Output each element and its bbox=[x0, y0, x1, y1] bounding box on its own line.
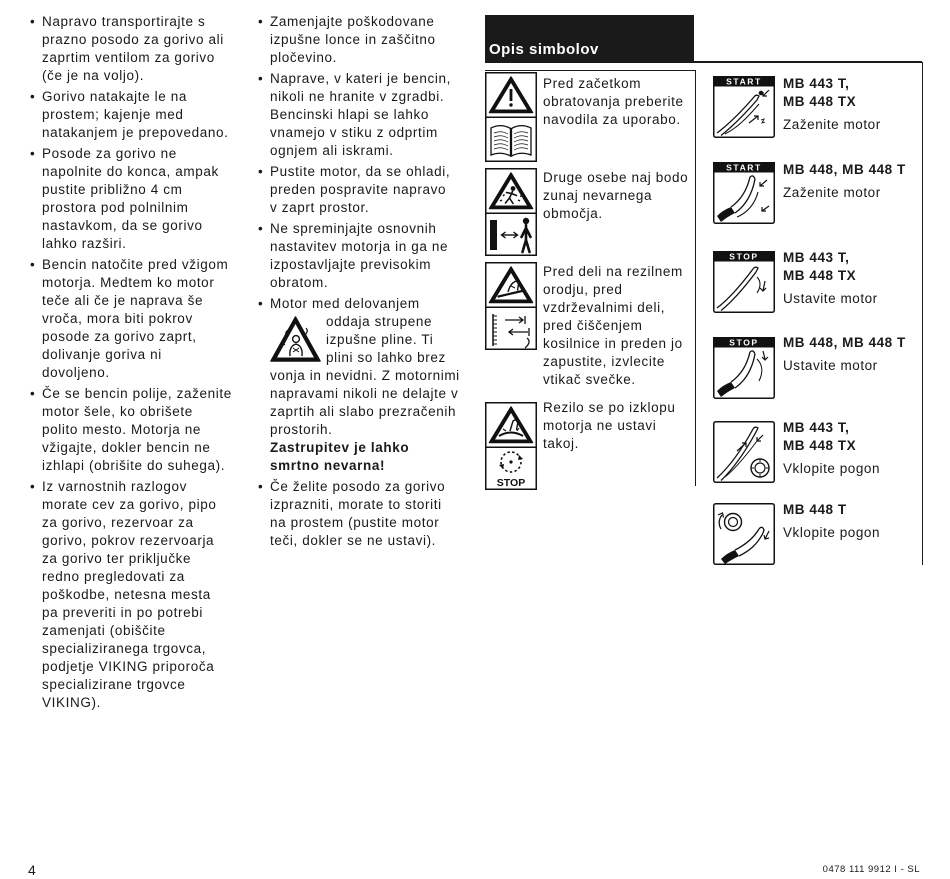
control-action: Vklopite pogon bbox=[783, 461, 881, 476]
list-item: • Naprave, v kateri je bencin, nikoli ne hranite v zgradbi. Bencinski hlapi se lahko vnamejo v stiku z odprtim ognjem ali iskrami. bbox=[258, 70, 470, 160]
safety-table-right-rule bbox=[695, 70, 696, 486]
list-item: • Če se bencin polije, zaženite motor šele, ko obrišete polito mesto. Motorja ne vžigajte, dokler bencin ne izhlapi (obrišite do suhega). bbox=[30, 385, 242, 475]
control-models: MB 448, MB 448 T bbox=[783, 335, 906, 350]
start-badge: START bbox=[726, 76, 762, 87]
safety-column-left bbox=[30, 13, 242, 715]
control-action: Ustavite motor bbox=[783, 358, 878, 373]
stop-bail-icon bbox=[713, 337, 775, 399]
safety-symbol-read-manual bbox=[485, 72, 537, 162]
rotating-blade-warning-icon bbox=[486, 403, 537, 448]
exhaust-lead-text: • Motor med delovanjem bbox=[270, 296, 420, 311]
control-models: MB 448 T bbox=[783, 502, 847, 517]
control-action: Zaženite motor bbox=[783, 185, 881, 200]
symbol-description: Rezilo se po izklopu motorja ne ustavi takoj. bbox=[543, 400, 676, 451]
control-description bbox=[783, 249, 878, 308]
stop-lever-icon bbox=[713, 251, 775, 313]
poisoning-warning-text: Zastrupitev je lahko smrtno nevarna! bbox=[270, 440, 410, 473]
control-description bbox=[783, 334, 906, 375]
controls-table-right-rule bbox=[922, 62, 923, 565]
exhaust-icon-row bbox=[270, 313, 470, 367]
control-description bbox=[783, 75, 881, 134]
list-item: • Bencin natočite pred vžigom motorja. Medtem ko motor teče ali če je naprava še vroča, mora biti pokrov posode za gorivo zaprt, dolivanje goriva ni dovoljeno. bbox=[30, 256, 242, 382]
symbols-title: Opis simbolov bbox=[489, 41, 599, 58]
stop-badge: STOP bbox=[729, 251, 759, 262]
drive-engage-lever-icon bbox=[713, 421, 775, 483]
control-models: MB 443 T, MB 448 TX bbox=[783, 250, 857, 283]
safety-symbol-blade-rundown bbox=[485, 402, 537, 490]
exhaust-rest-text: vonja in nevidni. Z motornimi napravami nikoli ne delajte v zaprtih ali slabo prezračenih prostorih. bbox=[270, 368, 460, 437]
safety-list-left bbox=[30, 13, 242, 712]
control-description bbox=[783, 419, 880, 478]
list-item: • Posode za gorivo ne napolnite do konca, ampak pustite približno 4 cm prostora pod polnilnim nastavkom, da se gorivo lahko razširi. bbox=[30, 145, 242, 253]
stop-label: STOP bbox=[496, 477, 526, 489]
symbols-header bbox=[485, 15, 694, 62]
warning-triangle-icon bbox=[486, 73, 537, 118]
disconnect-spark-plug-icon bbox=[486, 307, 537, 349]
drive-engage-knob-icon bbox=[713, 503, 775, 565]
toxic-exhaust-warning-icon bbox=[270, 315, 322, 363]
control-action: Zaženite motor bbox=[783, 117, 881, 132]
instruction-manual-icon bbox=[486, 117, 537, 161]
control-models: MB 443 T, MB 448 TX bbox=[783, 76, 857, 109]
list-item: • Gorivo natakajte le na prostem; kajenje med natakanjem je prepovedano. bbox=[30, 88, 242, 142]
control-action: Vklopite pogon bbox=[783, 525, 881, 540]
control-description bbox=[783, 161, 906, 202]
keep-bystanders-away-icon bbox=[486, 213, 537, 255]
list-item: • Iz varnostnih razlogov morate cev za gorivo, pipo za gorivo, rezervoar za gorivo, pokrov rezervoarja za gorivo ter priključke redno pregledovati za poškodbe, netesna mesta pa preveriti in po potrebi zamenjati (obiščite specializiranega trgovca, podjetje VIKING priporoča specializirane trgovce VIKING). bbox=[30, 478, 242, 712]
control-description bbox=[783, 501, 880, 542]
exhaust-warning-item bbox=[258, 295, 470, 475]
start-lever-icon bbox=[713, 76, 775, 138]
start-badge: START bbox=[726, 162, 762, 173]
symbol-description: Druge osebe naj bodo zunaj nevarnega območja. bbox=[543, 170, 689, 221]
safety-symbol-blade-maintenance bbox=[485, 262, 537, 350]
list-item: • Napravo transportirajte s prazno posodo za gorivo ali zaprtim ventilom za gorivo (če je na voljo). bbox=[30, 13, 242, 85]
page-number: 4 bbox=[28, 862, 36, 878]
document-code: 0478 111 9912 I - SL bbox=[822, 864, 920, 875]
control-action: Ustavite motor bbox=[783, 291, 878, 306]
blade-stop-icon bbox=[486, 447, 537, 489]
header-rule bbox=[485, 61, 922, 63]
thrown-objects-warning-icon bbox=[486, 169, 537, 214]
list-item: • Ne spreminjajte osnovnih nastavitev motorja in ga ne izpostavljajte previsokim obratom. bbox=[258, 220, 470, 292]
start-bail-icon bbox=[713, 162, 775, 224]
stop-badge: STOP bbox=[729, 337, 759, 348]
safety-list-middle bbox=[258, 13, 470, 550]
exhaust-beside-icon-text: oddaja strupene izpušne pline. Ti plini so lahko brez bbox=[326, 314, 446, 365]
safety-symbol-bystanders bbox=[485, 168, 537, 256]
control-models: MB 443 T, MB 448 TX bbox=[783, 420, 857, 453]
control-models: MB 448, MB 448 T bbox=[783, 162, 906, 177]
symbol-description: Pred začetkom obratovanja preberite navodila za uporabo. bbox=[543, 76, 684, 127]
symbol-description: Pred deli na rezilnem orodju, pred vzdrževalnimi deli, pred čiščenjem kosilnice in preden jo zapustite, izvlecite vtikač svečke. bbox=[543, 264, 683, 387]
blade-hazard-warning-icon bbox=[486, 263, 537, 308]
list-item: • Če želite posodo za gorivo izprazniti, morate to storiti na prostem (pustite motor teči, dokler se ne ustavi). bbox=[258, 478, 470, 550]
list-item: • Zamenjajte poškodovane izpušne lonce in zaščitno pločevino. bbox=[258, 13, 470, 67]
list-item: • Pustite motor, da se ohladi, preden pospravite napravo v zaprt prostor. bbox=[258, 163, 470, 217]
safety-column-middle bbox=[258, 13, 470, 553]
